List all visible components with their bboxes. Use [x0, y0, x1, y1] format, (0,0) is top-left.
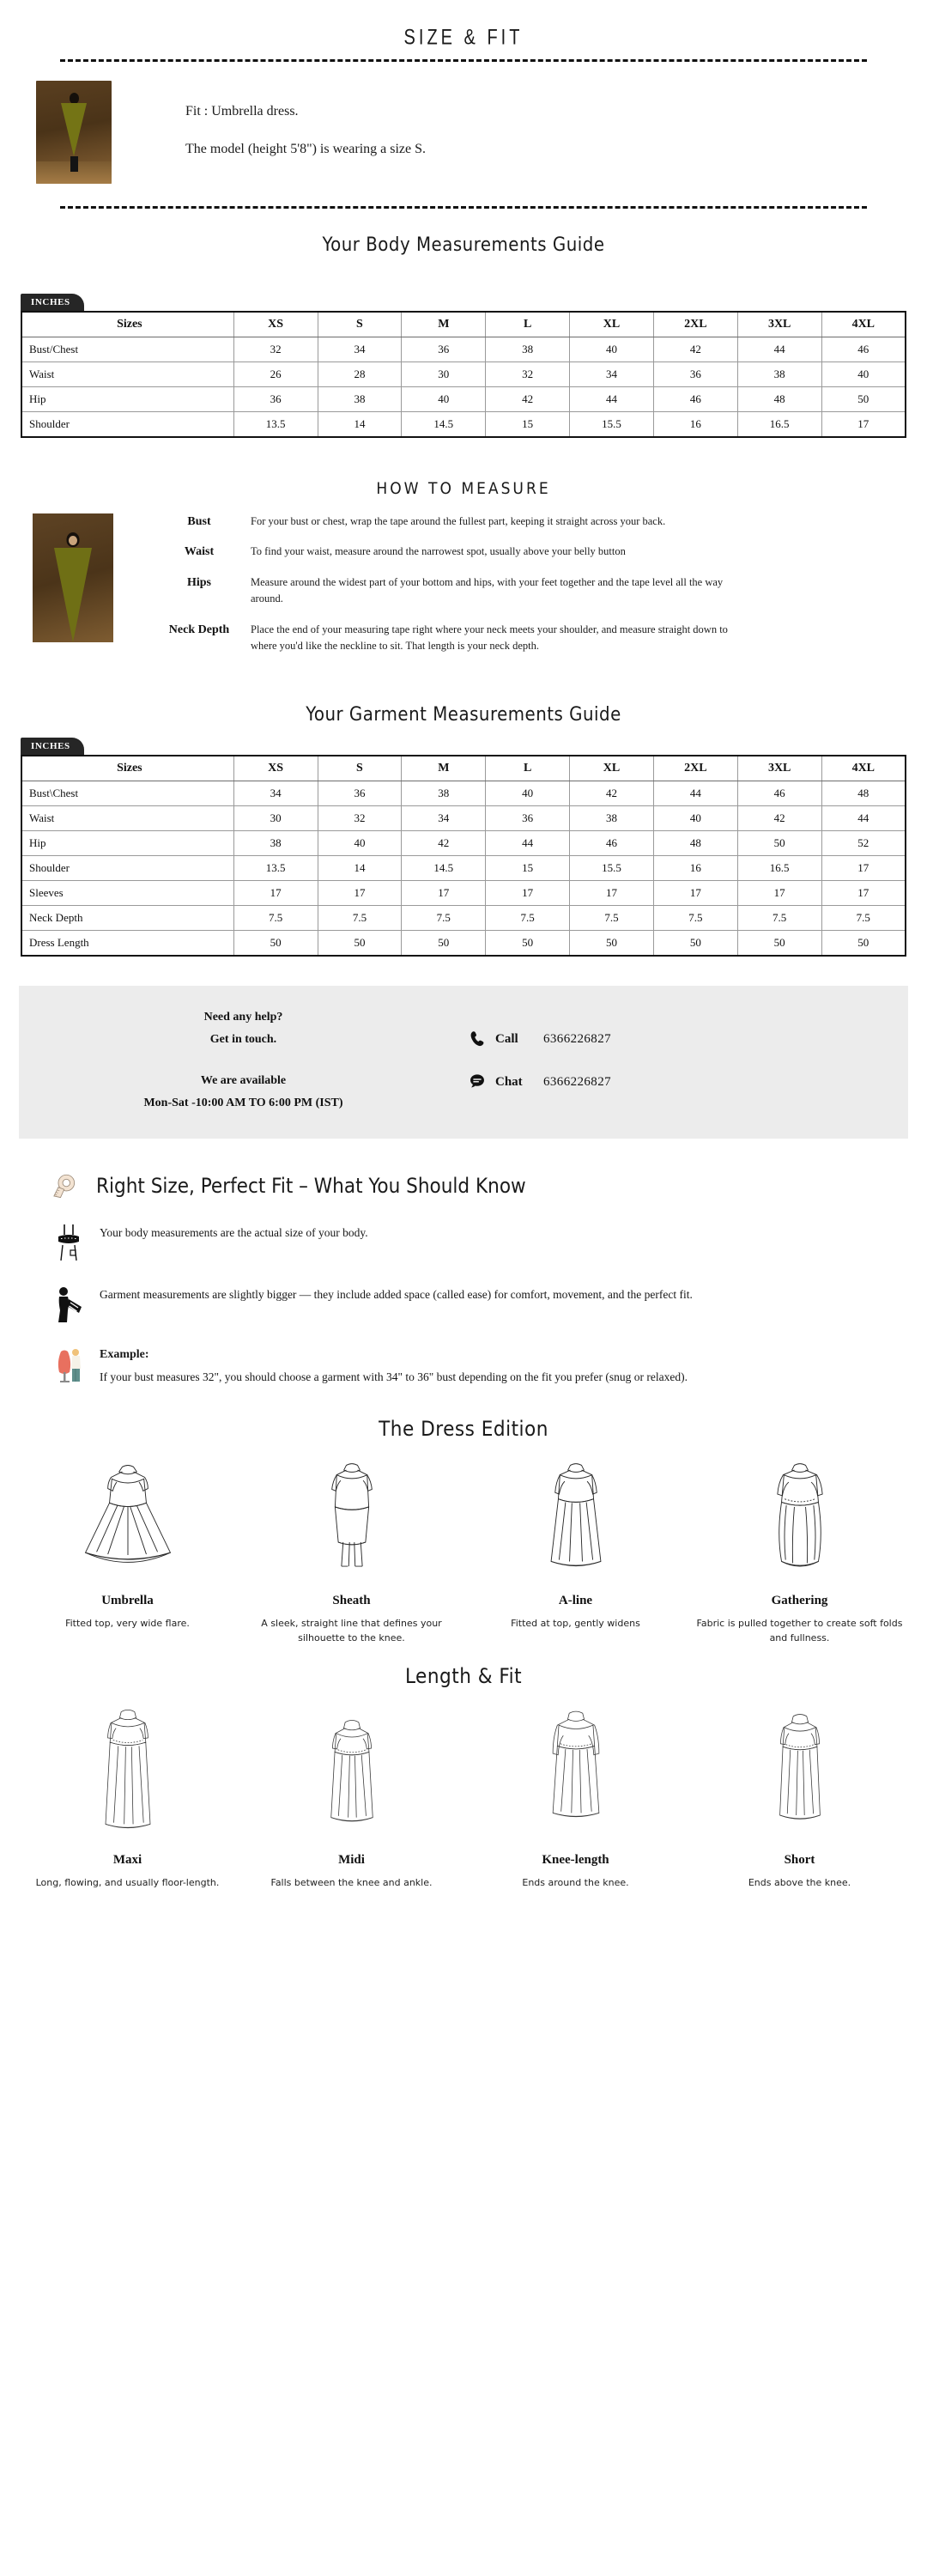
- table-row-label: Waist: [21, 362, 233, 387]
- length-fit-grid: [0, 1697, 927, 1890]
- measure-term: Bust: [187, 515, 211, 528]
- table-cell-value: 30: [233, 806, 318, 831]
- table-cell-value: 7.5: [402, 906, 486, 931]
- table-cell-value: 50: [737, 831, 821, 856]
- table-row-label: Waist: [21, 806, 233, 831]
- how-to-measure-block: [0, 513, 927, 668]
- table-cell-value: 7.5: [570, 906, 654, 931]
- help-text-block: [27, 1006, 459, 1115]
- table-cell-value: 52: [821, 831, 906, 856]
- length-card-name: Knee-length: [542, 1853, 609, 1868]
- garment-guide-heading: Your Garment Measurements Guide: [306, 704, 621, 726]
- table-row-label: Sleeves: [21, 881, 233, 906]
- table-row: [21, 412, 906, 438]
- dress-card-gathering[interactable]: [688, 1455, 912, 1645]
- table-cell-value: 16: [653, 856, 737, 881]
- table-cell-value: 40: [486, 781, 570, 806]
- table-cell-value: 36: [318, 781, 402, 806]
- right-size-point-1-text: Your body measurements are the actual size of your body.: [100, 1225, 368, 1239]
- dress-card-umbrella[interactable]: [15, 1455, 239, 1645]
- table-cell-value: 42: [737, 806, 821, 831]
- midi-dress-illustration: [248, 1697, 455, 1843]
- measure-term: Waist: [184, 545, 215, 559]
- table-cell-value: 50: [233, 931, 318, 957]
- table-col-header-size: 3XL: [737, 312, 821, 337]
- table-cell-value: 44: [653, 781, 737, 806]
- example-label: Example:: [100, 1347, 149, 1361]
- dress-edition-grid: [0, 1455, 927, 1645]
- table-cell-value: 32: [486, 362, 570, 387]
- table-row-label: Shoulder: [21, 856, 233, 881]
- table-cell-value: 50: [821, 387, 906, 412]
- table-cell-value: 17: [821, 412, 906, 438]
- garment-measurements-table-wrap: [21, 738, 906, 957]
- table-col-header-size: 2XL: [653, 756, 737, 781]
- chat-label: Chat: [495, 1074, 523, 1089]
- dress-card-name: A-line: [558, 1593, 593, 1607]
- table-row: [21, 931, 906, 957]
- table-cell-value: 13.5: [233, 856, 318, 881]
- length-card-short[interactable]: [688, 1697, 912, 1890]
- right-size-point-2-text: Garment measurements are slightly bigger — they include added space (called ease) for comfort, movement, and the perfect fit.: [100, 1287, 693, 1301]
- table-cell-value: 48: [821, 781, 906, 806]
- table-row: [21, 831, 906, 856]
- call-number[interactable]: 6366226827: [543, 1031, 611, 1046]
- table-cell-value: 16.5: [737, 856, 821, 881]
- table-header-row: [21, 756, 906, 781]
- table-cell-value: 42: [486, 387, 570, 412]
- table-cell-value: 36: [402, 337, 486, 362]
- umbrella-dress-illustration: [24, 1455, 231, 1583]
- measuring-tape-icon: [53, 1173, 82, 1199]
- model-figure: [59, 93, 88, 172]
- right-size-heading: Right Size, Perfect Fit – What You Should Know: [96, 1173, 526, 1198]
- table-cell-value: 15: [486, 412, 570, 438]
- table-cell-value: 17: [821, 856, 906, 881]
- table-col-header-label: Sizes: [21, 312, 233, 337]
- table-cell-value: 7.5: [821, 906, 906, 931]
- availability-line-1: We are available: [200, 1074, 287, 1088]
- dress-card-name: Sheath: [332, 1593, 371, 1607]
- length-card-knee-length[interactable]: [464, 1697, 688, 1890]
- table-cell-value: 7.5: [318, 906, 402, 931]
- table-cell-value: 50: [570, 931, 654, 957]
- table-col-header-size: S: [318, 756, 402, 781]
- table-cell-value: 50: [737, 931, 821, 957]
- table-col-header-size: 4XL: [821, 756, 906, 781]
- table-cell-value: 42: [570, 781, 654, 806]
- table-cell-value: 46: [570, 831, 654, 856]
- table-cell-value: 40: [570, 337, 654, 362]
- table-row: [21, 906, 906, 931]
- maxi-dress-illustration: [24, 1697, 231, 1843]
- table-row-label: Bust/Chest: [21, 337, 233, 362]
- dress-card-desc: Fabric is pulled together to create soft folds and fullness.: [696, 1617, 903, 1643]
- table-cell-value: 14.5: [402, 412, 486, 438]
- table-col-header-size: XS: [233, 312, 318, 337]
- table-cell-value: 42: [402, 831, 486, 856]
- table-cell-value: 7.5: [233, 906, 318, 931]
- table-cell-value: 34: [570, 362, 654, 387]
- table-cell-value: 28: [318, 362, 402, 387]
- table-row-label: Hip: [21, 387, 233, 412]
- table-cell-value: 46: [737, 781, 821, 806]
- table-row: [21, 362, 906, 387]
- table-cell-value: 50: [653, 931, 737, 957]
- table-cell-value: 7.5: [653, 906, 737, 931]
- table-cell-value: 38: [486, 337, 570, 362]
- page-title: SIZE & FIT: [403, 26, 524, 50]
- fit-description: [112, 81, 426, 168]
- tailor-icon: [53, 1285, 84, 1324]
- measure-model-photo: [33, 513, 113, 642]
- table-cell-value: 40: [318, 831, 402, 856]
- measure-instruction-item: [148, 622, 927, 655]
- measure-description: To find your waist, measure around the narrowest spot, usually above your belly button: [251, 545, 626, 558]
- table-cell-value: 36: [653, 362, 737, 387]
- length-card-desc: Ends around the knee.: [522, 1877, 629, 1889]
- dress-card-desc: Fitted top, very wide flare.: [65, 1617, 190, 1629]
- table-cell-value: 17: [737, 881, 821, 906]
- measure-instruction-item: [148, 513, 927, 530]
- measure-description: Place the end of your measuring tape right where your neck meets your shoulder, and measure straight down to where you'd like the neckline to sit. That length is your neck depth.: [251, 623, 728, 652]
- example-body: If your bust measures 32", you should choose a garment with 34" to 36" bust depending on the fit you prefer (snug or relaxed).: [100, 1370, 688, 1384]
- measure-description: Measure around the widest part of your bottom and hips, with your feet together and the tape level all the way around.: [251, 575, 724, 605]
- table-col-header-size: 4XL: [821, 312, 906, 337]
- table-cell-value: 15.5: [570, 412, 654, 438]
- help-contacts: [459, 1030, 900, 1091]
- table-col-header-size: 3XL: [737, 756, 821, 781]
- table-row: [21, 856, 906, 881]
- measure-instruction-list: [113, 513, 927, 668]
- table-row: [21, 337, 906, 362]
- chat-icon: [468, 1072, 487, 1091]
- table-cell-value: 17: [570, 881, 654, 906]
- measure-model-dress: [54, 548, 92, 642]
- length-card-name: Midi: [338, 1853, 365, 1868]
- dress-edition-heading: The Dress Edition: [379, 1416, 548, 1441]
- measure-instruction-item: [148, 544, 927, 560]
- length-card-desc: Long, flowing, and usually floor-length.: [35, 1877, 220, 1889]
- table-row-label: Dress Length: [21, 931, 233, 957]
- table-col-header-label: Sizes: [21, 756, 233, 781]
- table-cell-value: 50: [318, 931, 402, 957]
- phone-icon: [468, 1030, 487, 1048]
- tape-measure-waist-icon: [53, 1223, 84, 1262]
- divider-fit-bottom: [60, 206, 867, 209]
- length-card-desc: Falls between the knee and ankle.: [270, 1877, 433, 1889]
- table-cell-value: 17: [486, 881, 570, 906]
- table-cell-value: 7.5: [737, 906, 821, 931]
- dressmaker-mannequin-icon: [53, 1345, 84, 1384]
- model-size-line: The model (height 5'8") is wearing a size S.: [185, 142, 427, 156]
- table-cell-value: 44: [486, 831, 570, 856]
- sheath-dress-illustration: [248, 1455, 455, 1583]
- divider-top: [60, 59, 867, 62]
- table-col-header-size: M: [402, 756, 486, 781]
- table-cell-value: 13.5: [233, 412, 318, 438]
- length-card-midi[interactable]: [239, 1697, 464, 1890]
- table-cell-value: 14.5: [402, 856, 486, 881]
- short-dress-illustration: [696, 1697, 903, 1843]
- need-help-line-1: Need any help?: [203, 1011, 283, 1024]
- table-cell-value: 36: [233, 387, 318, 412]
- dress-card-a-line[interactable]: [464, 1455, 688, 1645]
- table-cell-value: 17: [233, 881, 318, 906]
- table-cell-value: 17: [653, 881, 737, 906]
- table-cell-value: 42: [653, 337, 737, 362]
- table-cell-value: 44: [821, 806, 906, 831]
- table-col-header-size: XL: [570, 312, 654, 337]
- body-measurements-table-wrap: [21, 294, 906, 438]
- table-cell-value: 34: [402, 806, 486, 831]
- length-card-maxi[interactable]: [15, 1697, 239, 1890]
- how-to-measure-heading: HOW TO MEASURE: [376, 479, 551, 498]
- table-col-header-size: 2XL: [653, 312, 737, 337]
- model-legs: [70, 156, 78, 172]
- call-label: Call: [495, 1031, 518, 1046]
- measure-term: Neck Depth: [168, 623, 230, 636]
- table-cell-value: 38: [570, 806, 654, 831]
- table-col-header-size: XL: [570, 756, 654, 781]
- garment-unit-tab: INCHES: [21, 738, 84, 755]
- table-cell-value: 48: [737, 387, 821, 412]
- table-cell-value: 40: [402, 387, 486, 412]
- table-col-header-size: M: [402, 312, 486, 337]
- length-card-desc: Ends above the knee.: [748, 1877, 851, 1889]
- table-cell-value: 38: [318, 387, 402, 412]
- table-row: [21, 881, 906, 906]
- table-cell-value: 17: [318, 881, 402, 906]
- table-cell-value: 14: [318, 412, 402, 438]
- table-row-label: Neck Depth: [21, 906, 233, 931]
- dress-card-name: Umbrella: [101, 1593, 154, 1607]
- table-cell-value: 40: [653, 806, 737, 831]
- a-line-dress-illustration: [472, 1455, 679, 1583]
- table-cell-value: 38: [737, 362, 821, 387]
- availability-line-2: Mon-Sat -10:00 AM TO 6:00 PM (IST): [143, 1096, 343, 1109]
- chat-row[interactable]: [468, 1072, 900, 1091]
- table-cell-value: 34: [318, 337, 402, 362]
- table-cell-value: 44: [737, 337, 821, 362]
- body-measurements-table: [21, 311, 906, 438]
- right-size-point-1: [0, 1223, 927, 1262]
- table-cell-value: 16: [653, 412, 737, 438]
- table-cell-value: 17: [821, 881, 906, 906]
- dress-card-desc: Fitted at top, gently widens: [511, 1617, 640, 1629]
- table-cell-value: 50: [486, 931, 570, 957]
- model-photo: [36, 81, 112, 184]
- chat-number[interactable]: 6366226827: [543, 1074, 611, 1089]
- length-fit-heading: Length & Fit: [404, 1664, 523, 1689]
- table-row-label: Hip: [21, 831, 233, 856]
- right-size-example: [0, 1345, 927, 1388]
- need-help-line-2: Get in touch.: [209, 1033, 277, 1047]
- table-cell-value: 38: [402, 781, 486, 806]
- right-size-point-2: [0, 1285, 927, 1324]
- table-cell-value: 48: [653, 831, 737, 856]
- right-size-example-text: [100, 1345, 876, 1388]
- table-cell-value: 46: [653, 387, 737, 412]
- fit-type-line: Fit : Umbrella dress.: [185, 104, 299, 118]
- measure-model-face: [69, 536, 77, 545]
- measure-description: For your bust or chest, wrap the tape around the fullest part, keeping it straight across your back.: [251, 515, 666, 527]
- body-unit-tab: INCHES: [21, 294, 84, 311]
- table-col-header-size: L: [486, 756, 570, 781]
- table-row: [21, 781, 906, 806]
- knee-length-dress-illustration: [472, 1697, 679, 1843]
- garment-measurements-table: [21, 755, 906, 957]
- help-band: [19, 986, 908, 1139]
- right-size-heading-row: [0, 1173, 927, 1199]
- body-guide-heading: Your Body Measurements Guide: [322, 234, 605, 256]
- table-cell-value: 30: [402, 362, 486, 387]
- table-cell-value: 50: [821, 931, 906, 957]
- gathering-dress-illustration: [696, 1455, 903, 1583]
- length-card-name: Short: [784, 1853, 815, 1868]
- table-col-header-size: L: [486, 312, 570, 337]
- table-cell-value: 14: [318, 856, 402, 881]
- table-cell-value: 46: [821, 337, 906, 362]
- table-row-label: Bust\Chest: [21, 781, 233, 806]
- model-dress: [61, 103, 87, 156]
- table-row: [21, 806, 906, 831]
- table-header-row: [21, 312, 906, 337]
- table-row-label: Shoulder: [21, 412, 233, 438]
- table-cell-value: 26: [233, 362, 318, 387]
- table-cell-value: 34: [233, 781, 318, 806]
- call-row[interactable]: [468, 1030, 900, 1048]
- dress-card-sheath[interactable]: [239, 1455, 464, 1645]
- fit-block: [0, 81, 927, 184]
- table-cell-value: 7.5: [486, 906, 570, 931]
- table-cell-value: 44: [570, 387, 654, 412]
- table-cell-value: 15.5: [570, 856, 654, 881]
- table-cell-value: 17: [402, 881, 486, 906]
- table-cell-value: 38: [233, 831, 318, 856]
- table-cell-value: 36: [486, 806, 570, 831]
- table-col-header-size: XS: [233, 756, 318, 781]
- dress-card-desc: A sleek, straight line that defines your silhouette to the knee.: [261, 1617, 442, 1643]
- table-cell-value: 32: [318, 806, 402, 831]
- table-cell-value: 15: [486, 856, 570, 881]
- table-cell-value: 40: [821, 362, 906, 387]
- dress-card-name: Gathering: [771, 1593, 828, 1607]
- table-row: [21, 387, 906, 412]
- table-cell-value: 50: [402, 931, 486, 957]
- measure-term: Hips: [186, 575, 211, 589]
- length-card-name: Maxi: [112, 1853, 142, 1868]
- table-cell-value: 16.5: [737, 412, 821, 438]
- table-cell-value: 32: [233, 337, 318, 362]
- measure-instruction-item: [148, 574, 927, 608]
- table-col-header-size: S: [318, 312, 402, 337]
